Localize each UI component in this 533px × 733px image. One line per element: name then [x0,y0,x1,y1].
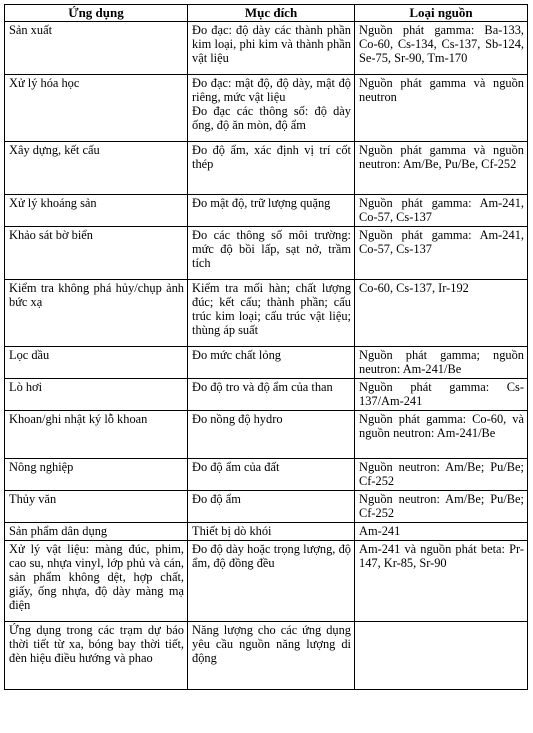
cell-text: Xử lý khoáng sản [9,196,97,210]
cell-text: Đo mật độ, trữ lượng quặng [192,196,331,210]
cell-loai-nguon [355,280,528,347]
table-row [5,622,528,690]
cell-text: Đo nồng độ hydro [192,412,283,426]
cell-text: Nguồn phát gamma: Am-241, Co-57, Cs-137 [359,228,524,256]
cell-text: Lò hơi [9,380,43,394]
cell-ung-dung [5,411,188,459]
table-row [5,491,528,523]
cell-ung-dung [5,491,188,523]
cell-text: Am-241 [359,524,401,538]
table-row [5,280,528,347]
cell-loai-nguon [355,523,528,541]
cell-loai-nguon [355,491,528,523]
cell-text: Sản xuất [9,23,53,37]
cell-muc-dich [188,411,355,459]
cell-text: Thiết bị dò khói [192,524,272,538]
cell-ung-dung [5,523,188,541]
cell-muc-dich [188,227,355,280]
cell-text: Co-60, Cs-137, Ir-192 [359,281,469,295]
cell-text: Nguồn phát gamma; nguồn neutron: Am-241/Be [359,348,524,376]
radiation-source-table [4,4,528,690]
cell-ung-dung [5,227,188,280]
cell-loai-nguon [355,347,528,379]
cell-text: Nông nghiệp [9,460,74,474]
cell-ung-dung [5,541,188,622]
cell-muc-dich [188,622,355,690]
cell-text: Khảo sát bờ biển [9,228,93,242]
cell-loai-nguon [355,227,528,280]
cell-muc-dich [188,523,355,541]
cell-text: Kiểm tra mối hàn; chất lượng đúc; kết cấu; thành phần; cấu trúc kim loại; cấu trúc vật liệu; thùng áp suất [192,281,351,337]
cell-text: Nguồn phát gamma: Co-60, và nguồn neutron: Am-241/Be [359,412,524,440]
header-ung-dung: Ứng dụng [5,5,188,22]
cell-ung-dung [5,195,188,227]
cell-ung-dung [5,379,188,411]
table-row [5,523,528,541]
cell-loai-nguon [355,411,528,459]
cell-text: Nguồn phát gamma và nguồn neutron [359,76,524,104]
cell-text: Đo đạc các thông số: độ dày ống, độ ăn mòn, độ ẩm [192,104,351,132]
cell-text: Đo độ ẩm, xác định vị trí cốt thép [192,143,351,171]
cell-ung-dung [5,459,188,491]
cell-text: Đo đạc: độ dày các thành phần kim loại, phi kim và thành phần vật liệu [192,23,351,65]
cell-ung-dung [5,347,188,379]
cell-text: Sản phẩm dân dụng [9,524,108,538]
header-muc-dich: Mục đích [188,5,355,22]
table-row [5,411,528,459]
cell-loai-nguon [355,459,528,491]
cell-text: Đo độ ẩm [192,492,241,506]
cell-text: Đo độ dày hoặc trọng lượng, độ ẩm, độ đồng đều [192,542,351,570]
table-header-row [5,5,528,22]
cell-text: Nguồn neutron: Am/Be; Pu/Be; Cf-252 [359,492,524,520]
table-row [5,541,528,622]
table-row [5,142,528,195]
cell-loai-nguon [355,622,528,690]
cell-muc-dich [188,75,355,142]
cell-loai-nguon [355,75,528,142]
cell-loai-nguon [355,195,528,227]
cell-text: Đo độ tro và độ ẩm của than [192,380,333,394]
cell-loai-nguon [355,22,528,75]
cell-muc-dich [188,22,355,75]
table-row [5,379,528,411]
cell-ung-dung [5,142,188,195]
cell-text: Nguồn phát gamma: Am-241, Co-57, Cs-137 [359,196,524,224]
header-loai-nguon: Loại nguồn [355,5,528,22]
table-row [5,347,528,379]
cell-text: Nguồn neutron: Am/Be; Pu/Be; Cf-252 [359,460,524,488]
cell-text: Đo mức chất lỏng [192,348,281,362]
cell-text: Thủy văn [9,492,57,506]
cell-muc-dich [188,347,355,379]
cell-muc-dich [188,379,355,411]
cell-text: Xử lý vật liệu: màng đúc, phim, cao su, nhựa vinyl, lớp phủ và cán, sản phẩm không dệt, hợp chất, giấy, ống nhựa, độ dày màng mạ điện [9,542,184,612]
cell-loai-nguon [355,379,528,411]
cell-text: Năng lượng cho các ứng dụng yêu cầu nguồn năng lượng di động [192,623,351,665]
table-row [5,22,528,75]
cell-text: Đo đạc: mật độ, độ dày, mật độ riêng, mức vật liệu [192,76,351,104]
cell-muc-dich [188,491,355,523]
document-page [4,4,527,690]
cell-text: Ứng dụng trong các trạm dự báo thời tiết từ xa, bóng bay thời tiết, đèn hiệu điều hướng và phao [9,623,184,665]
cell-loai-nguon [355,142,528,195]
cell-text: Nguồn phát gamma và nguồn neutron: Am/Be, Pu/Be, Cf-252 [359,143,524,171]
cell-text: Nguồn phát gamma: Cs-137/Am-241 [359,380,524,408]
cell-text: Kiểm tra không phá hủy/chụp ảnh bức xạ [9,281,184,309]
table-row [5,227,528,280]
cell-muc-dich [188,142,355,195]
table-row [5,459,528,491]
cell-text: Lọc dầu [9,348,50,362]
cell-text: Xử lý hóa học [9,76,80,90]
cell-text: Khoan/ghi nhật ký lỗ khoan [9,412,148,426]
cell-text: Đo các thông số môi trường: mức độ bồi lấp, sạt nở, trầm tích [192,228,351,270]
cell-ung-dung [5,622,188,690]
cell-muc-dich [188,195,355,227]
cell-ung-dung [5,22,188,75]
cell-ung-dung [5,75,188,142]
cell-text: Xây dựng, kết cấu [9,143,100,157]
cell-text: Nguồn phát gamma: Ba-133, Co-60, Cs-134, Cs-137, Sb-124, Se-75, Sr-90, Tm-170 [359,23,524,65]
cell-text: Đo độ ẩm của đất [192,460,280,474]
cell-muc-dich [188,541,355,622]
cell-muc-dich [188,280,355,347]
table-row [5,195,528,227]
cell-loai-nguon [355,541,528,622]
cell-ung-dung [5,280,188,347]
cell-text: Am-241 và nguồn phát beta: Pr-147, Kr-85, Sr-90 [359,542,524,570]
cell-muc-dich [188,459,355,491]
table-row [5,75,528,142]
